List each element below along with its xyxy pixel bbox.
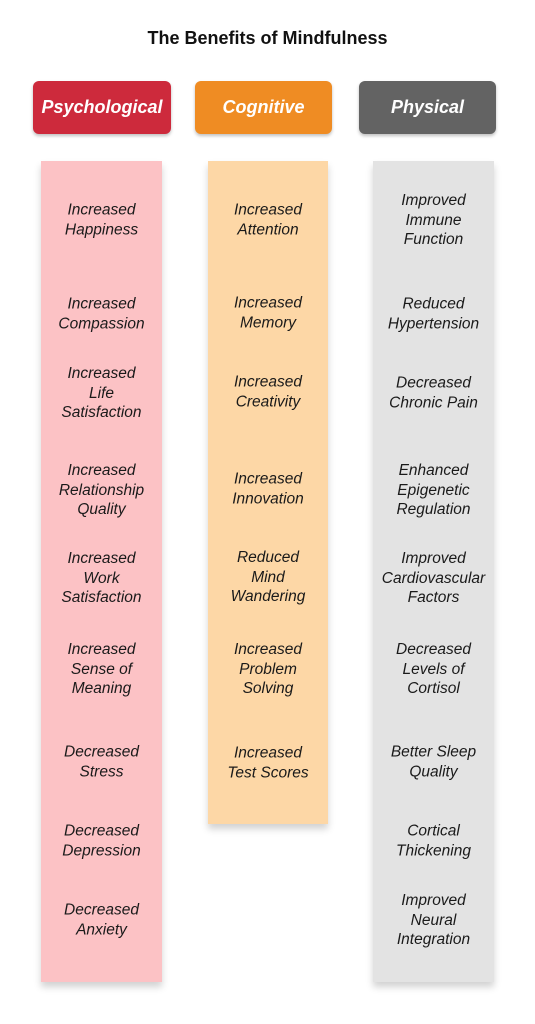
benefit-text-line: Satisfaction xyxy=(61,588,142,606)
benefit-text-line: Neural xyxy=(410,911,457,929)
physical-benefit-item xyxy=(373,191,494,250)
physical-benefit-item xyxy=(373,374,494,413)
psychological-benefit-item xyxy=(41,461,162,520)
benefit-text-line: Memory xyxy=(240,314,296,331)
benefit-text-line: Innovation xyxy=(232,490,304,507)
benefit-text-line: Decreased xyxy=(64,822,139,840)
physical-column xyxy=(373,161,494,982)
benefit-text-line: Quality xyxy=(409,763,458,780)
benefit-text-line: Wandering xyxy=(230,587,306,605)
benefit-text-line: Increased xyxy=(233,201,303,219)
benefit-text-line: Increased xyxy=(233,373,303,391)
diagram-title: The Benefits of Mindfulness xyxy=(147,28,388,48)
benefit-text-line: Integration xyxy=(396,930,471,948)
benefit-text-line: Increased xyxy=(67,201,136,219)
benefit-text-line: Improved xyxy=(401,549,466,567)
benefit-text-line: Cortical xyxy=(407,822,460,840)
benefit-text-line: Increased xyxy=(67,640,136,658)
psychological-benefit-item xyxy=(41,640,162,699)
benefit-text-line: Problem xyxy=(239,660,297,678)
benefit-text-line: Levels of xyxy=(402,660,465,678)
benefit-text-line: Life xyxy=(89,384,114,402)
benefit-text-line: Meaning xyxy=(71,679,132,697)
benefit-text-line: Increased xyxy=(67,461,136,479)
benefit-text-line: Cortisol xyxy=(407,679,460,697)
physical-benefit-item xyxy=(373,891,494,950)
benefit-text-line: Factors xyxy=(407,588,460,606)
benefit-text-line: Cardiovascular xyxy=(381,569,486,587)
psychological-column xyxy=(41,161,162,982)
benefit-text-line: Attention xyxy=(237,221,299,238)
cognitive-benefit-item xyxy=(208,201,328,240)
benefit-text-line: Better Sleep xyxy=(390,743,477,761)
benefit-text-line: Stress xyxy=(79,763,124,780)
psychological-header: Psychological xyxy=(33,81,171,134)
cognitive-benefit-item xyxy=(208,470,328,509)
cognitive-header: Cognitive xyxy=(195,81,332,134)
benefit-text-line: Epigenetic xyxy=(397,481,470,499)
benefit-text-line: Thickening xyxy=(396,842,471,859)
benefit-text-line: Relationship xyxy=(58,481,145,499)
benefit-text-line: Enhanced xyxy=(398,461,469,479)
benefit-text-line: Test Scores xyxy=(227,764,309,781)
physical-benefit-item xyxy=(373,822,494,861)
benefit-text-line: Satisfaction xyxy=(61,403,142,421)
physical-benefit-item xyxy=(373,640,494,699)
benefit-text-line: Work xyxy=(83,569,120,587)
cognitive-benefit-item xyxy=(208,744,328,783)
benefit-text-line: Increased xyxy=(233,470,303,488)
benefit-text-line: Function xyxy=(403,230,464,248)
benefit-text-line: Increased xyxy=(67,364,136,382)
physical-benefit-item xyxy=(373,549,494,608)
benefit-text-line: Reduced xyxy=(236,548,300,566)
benefit-text-line: Reduced xyxy=(402,295,465,313)
cognitive-column xyxy=(208,161,328,824)
physical-benefit-item xyxy=(373,461,494,520)
psychological-benefit-item xyxy=(41,822,162,861)
benefit-text-line: Chronic Pain xyxy=(389,394,478,411)
benefit-text-line: Creativity xyxy=(235,393,301,410)
benefit-text-line: Immune xyxy=(405,211,462,229)
psychological-benefit-item xyxy=(41,743,162,782)
benefit-text-line: Increased xyxy=(233,294,303,312)
benefit-text-line: Sense of xyxy=(70,660,133,678)
benefit-text-line: Regulation xyxy=(396,500,471,518)
benefit-text-line: Anxiety xyxy=(76,921,127,938)
benefit-text-line: Improved xyxy=(401,191,466,209)
psychological-benefit-item xyxy=(41,364,162,423)
benefit-text-line: Decreased xyxy=(64,743,139,761)
cognitive-benefit-item xyxy=(208,548,328,607)
psychological-benefit-item xyxy=(41,549,162,608)
benefit-text-line: Decreased xyxy=(396,640,471,658)
benefit-text-line: Increased xyxy=(233,640,303,658)
benefit-text-line: Decreased xyxy=(396,374,471,392)
benefit-text-line: Mind xyxy=(251,568,285,586)
cognitive-benefit-item xyxy=(208,640,328,699)
benefit-text-line: Quality xyxy=(77,500,126,518)
benefit-text-line: Decreased xyxy=(64,901,139,919)
physical-header: Physical xyxy=(359,81,496,134)
cognitive-benefit-item xyxy=(208,373,328,412)
benefit-text-line: Increased xyxy=(67,549,136,567)
psychological-benefit-item xyxy=(41,901,162,940)
benefit-text-line: Improved xyxy=(401,891,466,909)
benefit-text-line: Happiness xyxy=(64,221,139,238)
benefit-text-line: Hypertension xyxy=(387,315,480,332)
benefit-text-line: Depression xyxy=(62,842,141,859)
benefit-text-line: Compassion xyxy=(58,315,145,332)
benefit-text-line: Increased xyxy=(233,744,303,762)
cognitive-benefit-item xyxy=(208,294,328,333)
benefit-text-line: Solving xyxy=(242,679,294,697)
psychological-benefit-item xyxy=(41,201,162,240)
benefit-text-line: Increased xyxy=(67,295,136,313)
physical-benefit-item xyxy=(373,743,494,782)
physical-benefit-item xyxy=(373,295,494,334)
psychological-benefit-item xyxy=(41,295,162,334)
